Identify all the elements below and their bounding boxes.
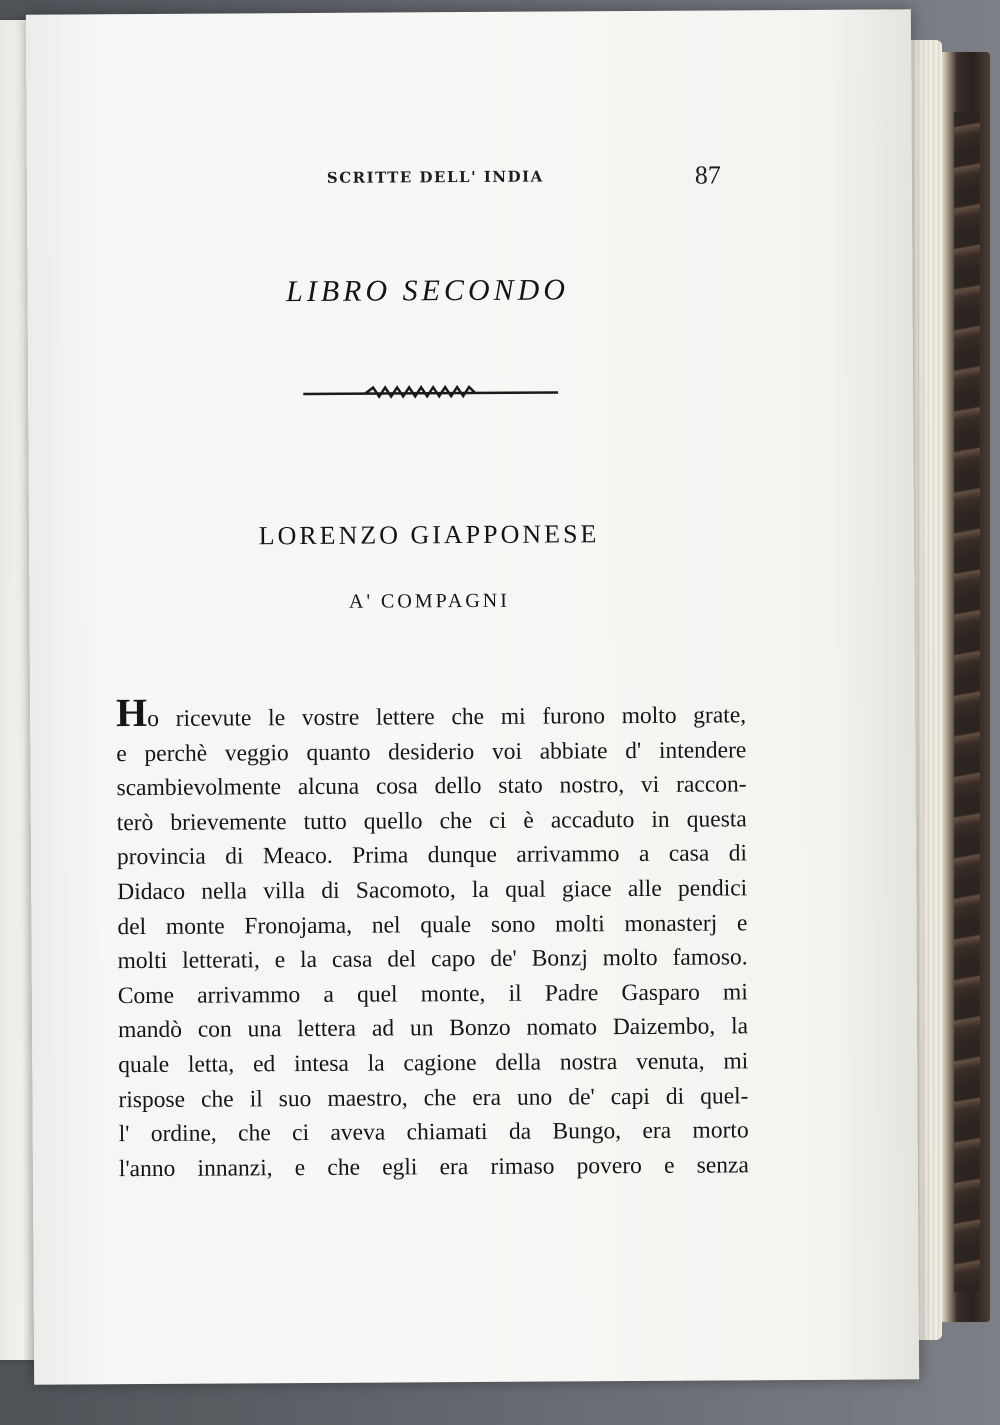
book-title: LIBRO SECONDO	[285, 273, 570, 309]
page-number: 87	[694, 160, 721, 190]
body-line: rispose che il suo maestro, che era uno de' capi di quel-	[118, 1082, 749, 1113]
body-line: mandò con una lettera ad un Bonzo nomato Daizembo, la	[117, 1013, 749, 1044]
body-text	[115, 689, 749, 1186]
marbled-board	[954, 112, 980, 1292]
letter-subtitle: A' COMPAGNI	[348, 589, 510, 613]
ornament-rule	[303, 383, 558, 401]
body-line: del monte Fronojama, nel quale sono molti monasterj e	[117, 909, 748, 940]
body-line: scambievolmente alcuna cosa dello stato nostro, vi raccon-	[116, 771, 747, 802]
body-line: Didaco nella villa di Sacomoto, la qual giace alle pendici	[117, 875, 748, 906]
body-line: l' ordine, che ci aveva chiamati da Bungo, era morto	[118, 1117, 749, 1148]
body-line: provincia di Meaco. Prima dunque arrivammo a casa di	[116, 840, 748, 871]
body-line: e perchè veggio quanto desiderio voi abbiate d' intendere	[116, 736, 747, 767]
body-line: molti letterati, e la casa del capo de' Bonzj molto famoso.	[117, 944, 748, 975]
book-page	[26, 9, 919, 1384]
body-line: Come arrivammo a quel monte, il Padre Gasparo mi	[117, 979, 748, 1009]
body-line: Ho ricevute le vostre lettere che mi furono molto grate,	[115, 689, 747, 736]
letter-title: LORENZO GIAPPONESE	[258, 519, 600, 551]
body-line: terò brievemente tutto quello che ci è accaduto in questa	[116, 806, 747, 836]
drop-cap: H	[115, 689, 148, 736]
running-head: SCRITTE DELL' INDIA	[326, 167, 544, 187]
body-line: quale letta, ed intesa la cagione della nostra venuta, mi	[118, 1048, 749, 1079]
body-line: l'anno innanzi, e che egli era rimaso povero e senza	[118, 1152, 749, 1182]
